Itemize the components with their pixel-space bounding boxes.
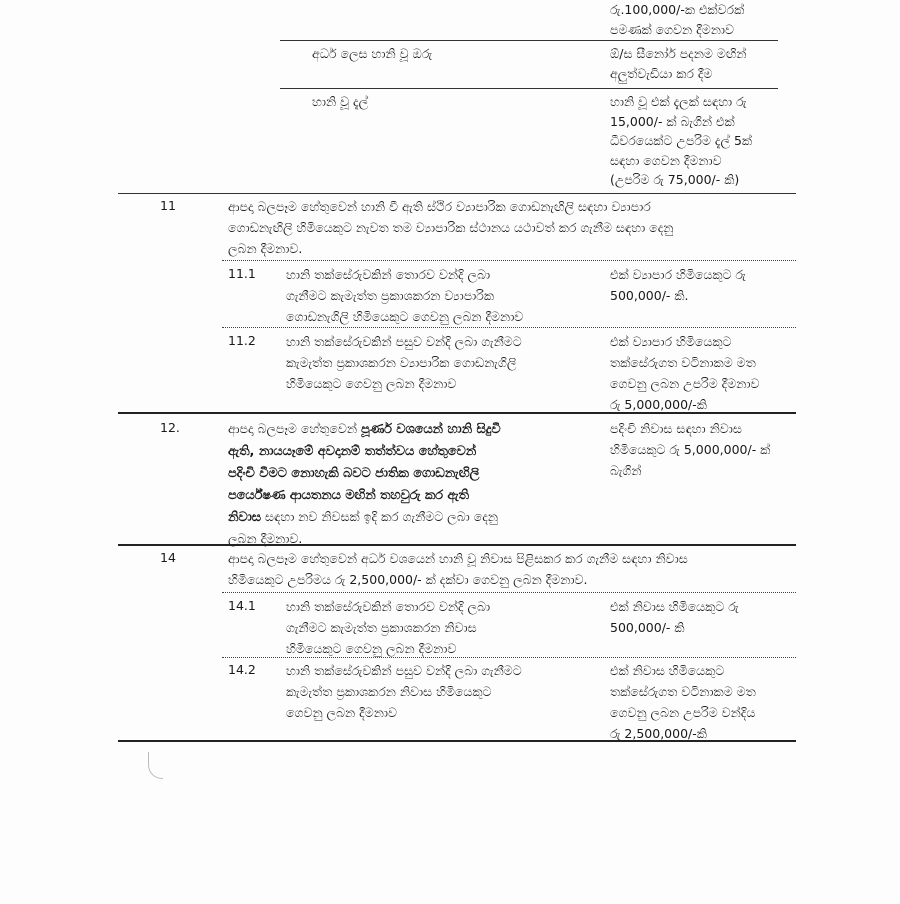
section-number: 14 [160, 550, 176, 565]
sub-divider [222, 260, 796, 261]
sub-amount: එක් නිවාස හිමියෙකුට රු 500,000/- කි [610, 599, 739, 635]
row-description: හානි වූ එක් දැලක් සඳහා රු 15,000/- ක් බැගින් එක් ධීවරයෙක්ට උපරිම දැල් 5ක් සඳහා ගෙවන දීමනාව (උපරිම රු 75,000/- කි) [610, 94, 753, 187]
row-description: ඕ/ස සීනෝර් පදනම මඟින් අලුත්වැඩියා කර දීම [610, 46, 747, 81]
sub-description: හානි තක්සේරුවකින් තොරව වන්දි ලබා ගැනීමට කැමැත්ත ප්‍රකාශකරන නිවාස හිමියෙකුට ගෙවනු ලබන දීමනාව [286, 599, 491, 656]
sub-amount: එක් නිවාස හිමියෙකුට තක්සේරුගත වටිනාකම මත ගෙවනු ලබන උපරිම වන්දිය රු 2,500,000/-කි [610, 663, 756, 741]
row-item: හානි වූ දැල් [312, 94, 369, 109]
row-description: රු.100,000/-ක එක්වරක් පමණක් ගෙවන දීමනාව [610, 2, 745, 37]
section-amount: පදිංචි නිවාස සඳහා නිවාස හිමියෙකුට රු 5,000,000/- ක් බැගින් [610, 421, 771, 478]
sub-divider [222, 327, 796, 328]
scan-mark [148, 752, 163, 779]
sub-amount: එක් ව්‍යාපාර හිමියෙකුට තක්සේරුගත වටිනාකම මත ගෙවනු ලබන උපරිම දීමනාව රු 5,000,000/-කි [610, 334, 760, 412]
row-divider [280, 88, 778, 89]
sub-amount: එක් ව්‍යාපාර හිමියෙකුට රු 500,000/- කි. [610, 267, 746, 303]
section-body-tail: සඳහා නව නිවසක් ඉදි කර ගැනීමට ලබා දෙනු ලබන දීමනාව. [228, 509, 498, 546]
sub-description: හානි තක්සේරුවකින් තොරව වන්දි ලබා ගැනීමට කැමැත්ත ප්‍රකාශකරන ව්‍යාපාරික ගොඩනැගිලි හිමියෙකුට ගෙවනු ලබන දීමනාව [286, 267, 524, 324]
sub-divider [222, 592, 796, 593]
section-body-bold: පූර්ණ වශයෙන් හානි සිදුවී ඇති, නායයෑමේ අවදානම් තත්ත්වය හේතුවෙන් පදිංචි වීමට නොහැකි බවට ජාතික ගොඩනැඟිලි පර්යේෂණ ආයතනය මඟින් තහවුරු කර ඇති නිවාස [228, 422, 501, 525]
sub-description: හානි තක්සේරුවකින් පසුව වන්දි ලබා ගැනීමට කැමැත්ත ප්‍රකාශකරන ව්‍යාපාරික ගොඩනැගිලි හිමියෙකුට ගෙවනු ලබන දීමනාව [286, 334, 522, 391]
sub-number: 14.2 [228, 662, 256, 677]
section-divider [118, 544, 796, 546]
section-number: 11 [160, 198, 176, 213]
section-title: ආපදා බලපෑම හේතුවෙන් හානි වී ඇති ස්ථිර ව්‍යාපාරික ගොඩනැඟිලි සඳහා ව්‍යාපාර ගොඩනැඟිලි හිමියෙකුට නැවත තම ව්‍යාපාරික ස්ථානය යථාවත් කර ගැනීම සඳහා දෙනු ලබන දීමනාව. [228, 199, 674, 256]
sub-number: 11.1 [228, 266, 256, 281]
table-bottom-border [118, 740, 796, 742]
section-title: ආපදා බලපෑම හේතුවෙන් අර්ධ වශයෙන් හානි වූ නිවාස පිළිසකර කර ගැනීම සඳහා නිවාස හිමියෙකුට උපරිමය රු 2,500,000/- ක් දක්වා ගෙවනු ලබන දීමනාව. [228, 551, 688, 587]
sub-description: හානි තක්සේරුවකින් පසුව වන්දි ලබා ගැනීමට කැමැත්ත ප්‍රකාශකරන නිවාස හිමියෙකුට ගෙවනු ලබන දීමනාව [286, 663, 522, 720]
row-item: අර්ධ ලෙස හානි වූ ඔරු [312, 46, 433, 61]
section-body [228, 418, 598, 549]
section-body-lead: ආපදා බලපෑම හේතුවෙන් [228, 421, 362, 436]
sub-divider [222, 657, 796, 658]
section-divider [118, 412, 796, 414]
row-divider [280, 40, 778, 41]
section-number: 12. [160, 420, 180, 435]
sub-number: 14.1 [228, 598, 256, 613]
section-divider [118, 193, 796, 194]
sub-number: 11.2 [228, 333, 256, 348]
